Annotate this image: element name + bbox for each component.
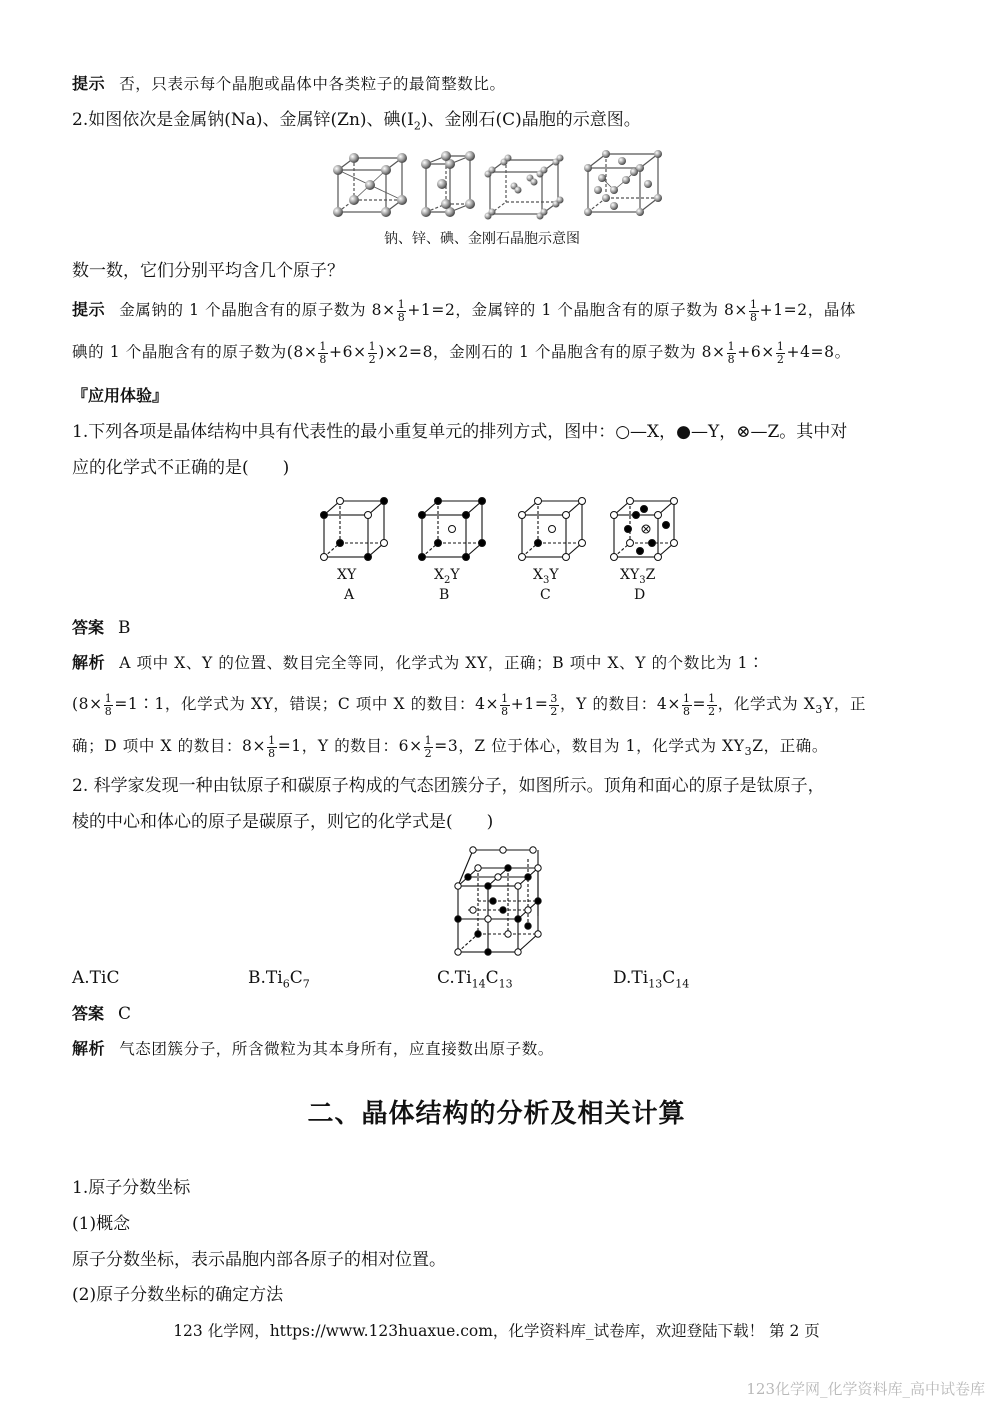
fraction: $\frac{1}{8}$ [319, 339, 328, 366]
option-c[interactable]: $C.Ti_{14}C_{13}$ [437, 968, 513, 991]
problem-1-line-2: 应的化学式不正确的是( ) [72, 458, 290, 478]
fraction: $\frac{1}{2}$ [424, 733, 433, 760]
option-b[interactable]: $B.Ti_6C_7$ [248, 968, 310, 991]
hint-text: )×2=8，金刚石的 1 个晶胞含有的原子数为 8× [378, 343, 726, 361]
analysis-label: 解析 [72, 1039, 106, 1058]
section-2-title: 二、晶体结构的分析及相关计算 [307, 1099, 686, 1129]
hint-text: +6× [737, 343, 775, 361]
analysis-1-line-3: 确；D 项中 X 的数目：8× $\frac{1}{8}$ =1，Y 的数目：6× $\frac{1}{2}$ =3，Z 位于体心，数目为 1，化学式为 $XY_3Z$，正确。 [72, 733, 829, 760]
q2-intro-text: 2.如图依次是金属钠(Na)、金属锌(Zn)、碘(I [72, 110, 414, 130]
answer-1 [72, 616, 131, 640]
hint-label: 提示 [72, 300, 106, 319]
formula-c: $X_3Y$ [533, 567, 559, 586]
problem-2-line-1: 2. 科学家发现一种由钛原子和碳原子构成的气态团簇分子，如图所示。顶角和面心的原子是钛原子， [72, 776, 825, 796]
analysis-text: A 项中 X、Y 的位置、数目完全等同，化学式为 XY，正确；B 项中 X、Y 的个数比为 1∶ [119, 654, 765, 672]
label-a: A [344, 587, 355, 603]
analysis-1-line-1 [72, 651, 764, 675]
s2-heading-3: (2)原子分数坐标的确定方法 [72, 1285, 284, 1305]
s2-heading-2: (1)概念 [72, 1214, 131, 1234]
fraction: $\frac{1}{8}$ [682, 691, 691, 718]
crystal-cells-figure [330, 150, 665, 222]
fraction: $\frac{1}{8}$ [501, 691, 509, 718]
hint-label: 提示 [72, 74, 106, 93]
label-c: C [540, 587, 551, 603]
formula-a: XY [337, 567, 357, 583]
problem-1-line-1: 1.下列各项是晶体结构中具有代表性的最小重复单元的排列方式，图中：○—X，●—Y，⊗—Z。其中对 [72, 422, 848, 442]
analysis-text: 气态团簇分子，所含微粒为其本身所有，应直接数出原子数。 [119, 1040, 554, 1058]
fraction: $\frac{1}{8}$ [397, 297, 406, 324]
fraction: $\frac{1}{2}$ [368, 339, 377, 366]
hint-2-line-2 [72, 340, 851, 366]
hint-1 [72, 72, 506, 96]
analysis-1-line-2: (8× $\frac{1}{8}$ =1∶1，化学式为 XY，错误；C 项中 X 的数目：4× $\frac{1}{8}$ +1= $\frac{3}{2}$ ，Y 的数目：4× $\frac{1}{8}$ = $\frac{1}{2}$ ，化学式为 $X_3Y$，正 [72, 691, 867, 718]
formula-b: $X_2Y$ [434, 567, 460, 586]
page-footer: 123 化学网，https://www.123huaxue.com，化学资料库_试卷库，欢迎登陆下载！ 第 2 页 [173, 1322, 820, 1340]
problem-2-line-2: 棱的中心和体心的原子是碳原子，则它的化学式是( ) [72, 812, 494, 832]
answer-label: 答案 [72, 618, 105, 637]
hint-text: 金属钠的 1 个晶胞含有的原子数为 8× [119, 301, 396, 319]
fraction: $\frac{1}{8}$ [750, 297, 758, 324]
hint-text: +1=2，晶体 [759, 301, 857, 319]
hint-text: +6× [329, 343, 367, 361]
label-d: D [634, 587, 646, 603]
s2-heading-1: 1.原子分数坐标 [72, 1178, 191, 1198]
figure-caption: 钠、锌、碘、金刚石晶胞示意图 [384, 231, 580, 247]
answer-value: B [118, 618, 131, 638]
fraction: $\frac{3}{2}$ [550, 691, 559, 718]
answer-label: 答案 [72, 1004, 105, 1023]
section-apply-heading: 『应用体验』 [72, 386, 169, 405]
analysis-label: 解析 [72, 653, 106, 672]
cluster-molecule-figure [448, 846, 544, 958]
fraction: $\frac{1}{8}$ [268, 733, 276, 760]
fraction: $\frac{1}{2}$ [708, 691, 716, 718]
q2-intro-end: )、金刚石(C)晶胞的示意图。 [420, 110, 641, 130]
hint-text: 否，只表示每个晶胞或晶体中各类粒子的最简整数比。 [119, 75, 506, 93]
answer-2 [72, 1002, 131, 1026]
count-question: 数一数，它们分别平均含几个原子？ [72, 261, 344, 281]
option-d[interactable]: $D.Ti_{13}C_{14}$ [613, 968, 690, 991]
hint-text: +1=2，金属锌的 1 个晶胞含有的原子数为 8× [407, 301, 749, 319]
fraction: $\frac{1}{8}$ [104, 691, 113, 718]
q2-intro [72, 108, 641, 138]
s2-paragraph: 原子分数坐标，表示晶胞内部各原子的相对位置。 [72, 1250, 446, 1270]
label-b: B [439, 587, 450, 603]
option-a[interactable]: A.TiC [72, 968, 120, 988]
hint-text: +4=8。 [786, 343, 851, 361]
hint-text: 碘的 1 个晶胞含有的原子数为(8× [72, 343, 318, 361]
watermark: 123化学网_化学资料库_高中试卷库 [746, 1380, 985, 1398]
answer-value: C [118, 1004, 132, 1024]
hint-2-line-1 [72, 298, 856, 324]
problem-1-figure [318, 495, 688, 605]
fraction: $\frac{1}{8}$ [727, 339, 736, 366]
formula-d: $XY_3Z$ [620, 567, 656, 586]
fraction: $\frac{1}{2}$ [776, 339, 785, 366]
analysis-2 [72, 1037, 554, 1061]
q2-intro-sub: 2 [413, 119, 421, 133]
